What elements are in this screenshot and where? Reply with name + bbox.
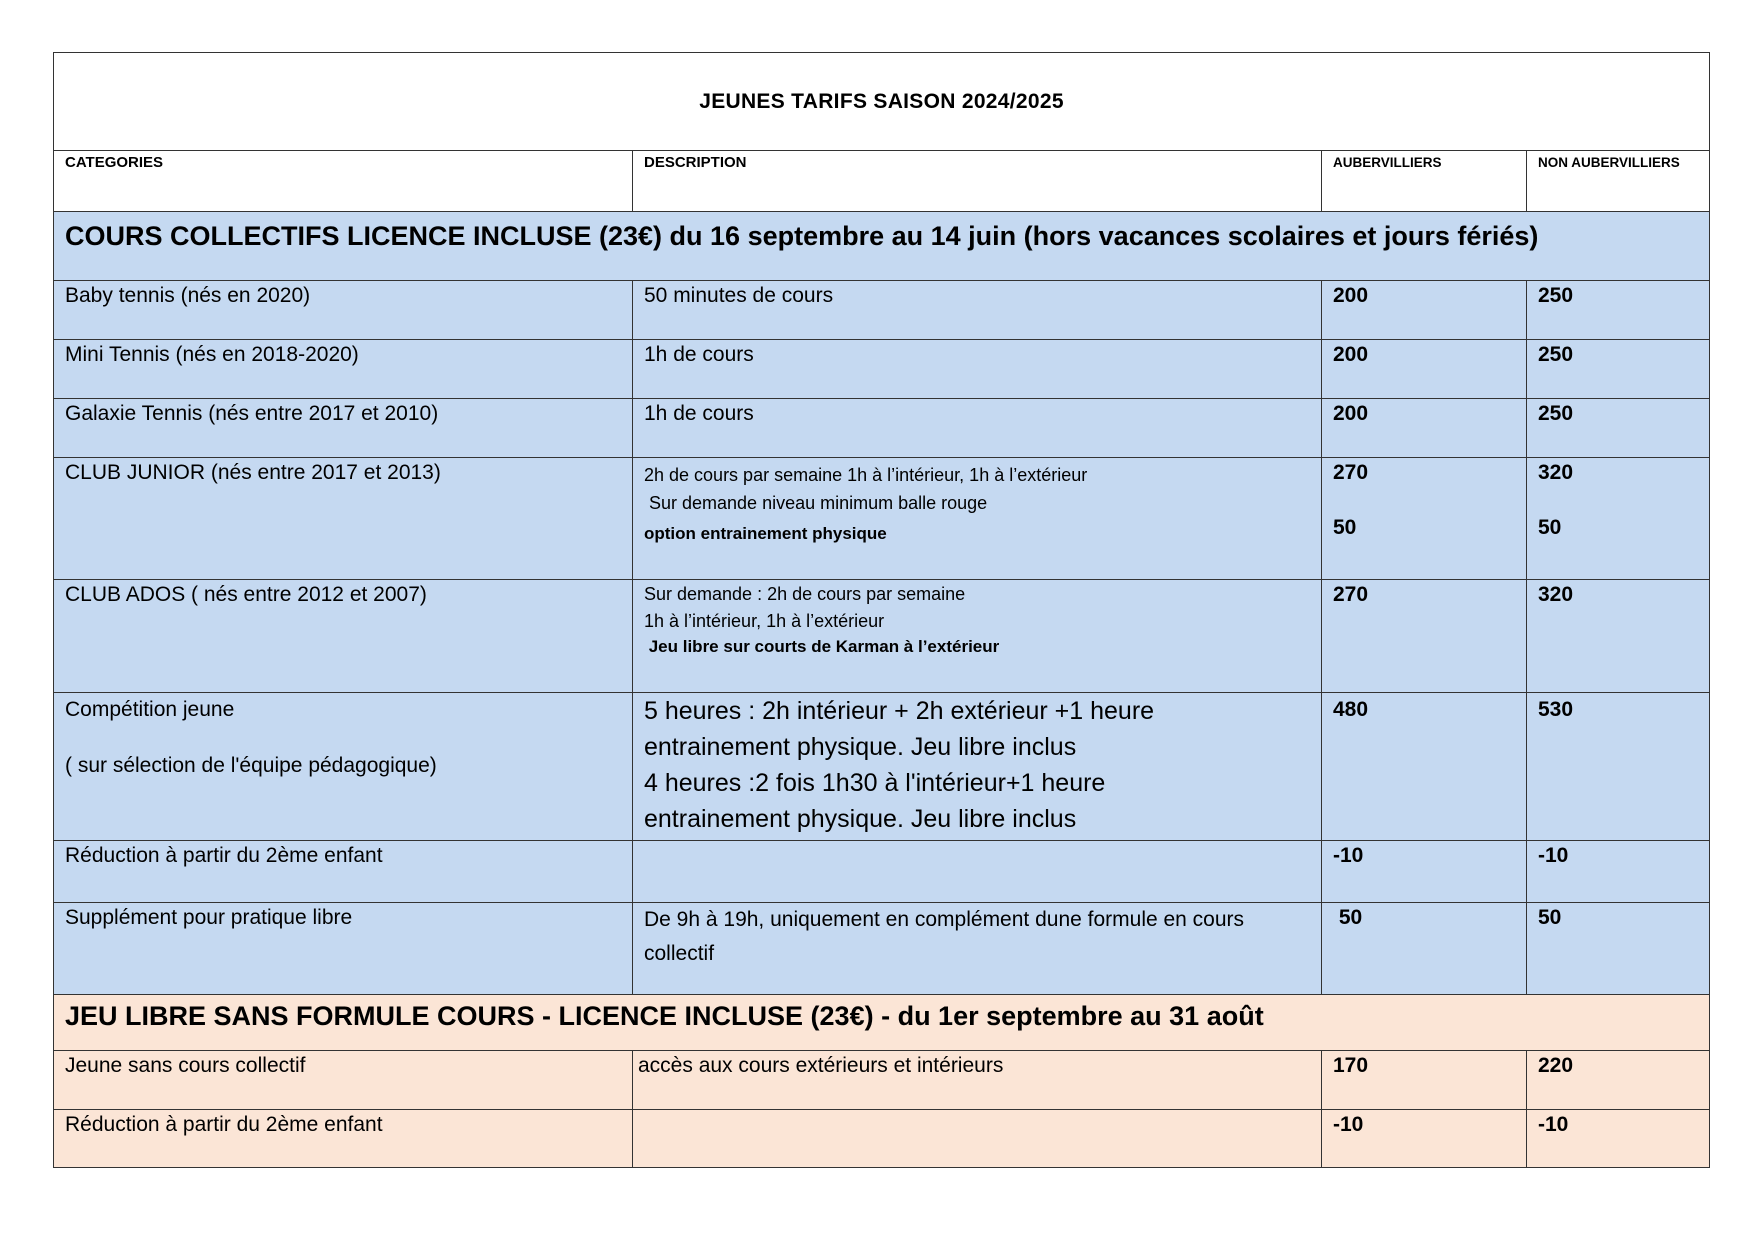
row-category: CLUB JUNIOR (nés entre 2017 et 2013) — [54, 458, 633, 580]
row-category: Galaxie Tennis (nés entre 2017 et 2010) — [54, 399, 633, 458]
row-description — [633, 693, 1322, 841]
row-description — [633, 841, 1322, 903]
description-line: Sur demande : 2h de cours par semaine — [644, 584, 966, 604]
row-description: accès aux cours extérieurs et intérieurs — [633, 1051, 1322, 1110]
description-line: De 9h à 19h, uniquement en complément dune formule en cours — [644, 908, 1245, 931]
table-row — [54, 340, 1710, 399]
table-row — [54, 1110, 1710, 1168]
price-non-aubervilliers: -10 — [1527, 841, 1710, 903]
price-non-aubervilliers: -10 — [1527, 1110, 1710, 1168]
price-aubervilliers: 200 — [1322, 340, 1527, 399]
section-title: JEU LIBRE SANS FORMULE COURS - LICENCE INCLUSE (23€) - du 1er septembre au 31 août — [54, 995, 1710, 1051]
price-main: 320 — [1538, 461, 1574, 484]
row-category — [54, 693, 633, 841]
row-category: Jeune sans cours collectif — [54, 1051, 633, 1110]
section-header-cours-collectifs — [54, 212, 1710, 281]
price-aubervilliers: 200 — [1322, 399, 1527, 458]
row-category: Supplément pour pratique libre — [54, 903, 633, 995]
description-line: Jeu libre sur courts de Karman à l’extérieur — [644, 637, 1000, 656]
title-row — [54, 53, 1710, 151]
description-line: option entrainement physique — [644, 524, 887, 543]
row-description: 1h de cours — [633, 399, 1322, 458]
category-line: ( sur sélection de l'équipe pédagogique) — [65, 754, 437, 777]
description-line: collectif — [644, 942, 715, 965]
description-line: Sur demande niveau minimum balle rouge — [644, 493, 988, 513]
page-title: JEUNES TARIFS SAISON 2024/2025 — [54, 53, 1710, 151]
header-description: DESCRIPTION — [633, 151, 1322, 212]
price-aubervilliers: 200 — [1322, 281, 1527, 340]
price-non-aubervilliers: 250 — [1527, 340, 1710, 399]
price-non-aubervilliers: 320 — [1527, 580, 1710, 693]
description-line: 4 heures :2 fois 1h30 à l'intérieur+1 heure — [644, 769, 1106, 797]
row-description: 1h de cours — [633, 340, 1322, 399]
price-aubervilliers: 170 — [1322, 1051, 1527, 1110]
table-row — [54, 903, 1710, 995]
header-aubervilliers: AUBERVILLIERS — [1322, 151, 1527, 212]
table-row — [54, 693, 1710, 841]
description-line: entrainement physique. Jeu libre inclus — [644, 733, 1077, 761]
price-aubervilliers: -10 — [1322, 841, 1527, 903]
price-aubervilliers: 50 — [1322, 903, 1527, 995]
table-row — [54, 841, 1710, 903]
tariff-table — [53, 52, 1710, 1168]
price-aubervilliers: 270 — [1322, 580, 1527, 693]
price-non-aubervilliers — [1527, 458, 1710, 580]
table-row — [54, 399, 1710, 458]
row-description: 50 minutes de cours — [633, 281, 1322, 340]
header-categories: CATEGORIES — [54, 151, 633, 212]
price-main: 270 — [1333, 461, 1369, 484]
price-aubervilliers: 480 — [1322, 693, 1527, 841]
row-description — [633, 580, 1322, 693]
section-title: COURS COLLECTIFS LICENCE INCLUSE (23€) du 16 septembre au 14 juin (hors vacances scolaires et jours fériés) — [54, 212, 1710, 281]
price-option: 50 — [1538, 516, 1562, 539]
price-non-aubervilliers: 220 — [1527, 1051, 1710, 1110]
price-non-aubervilliers: 250 — [1527, 399, 1710, 458]
table-row — [54, 1051, 1710, 1110]
table-row — [54, 458, 1710, 580]
table-row — [54, 281, 1710, 340]
description-line: 1h à l’intérieur, 1h à l’extérieur — [644, 611, 885, 631]
price-aubervilliers: -10 — [1322, 1110, 1527, 1168]
table-row — [54, 580, 1710, 693]
row-category: CLUB ADOS ( nés entre 2012 et 2007) — [54, 580, 633, 693]
row-category: Baby tennis (nés en 2020) — [54, 281, 633, 340]
description-line: 5 heures : 2h intérieur + 2h extérieur +1 heure — [644, 697, 1155, 725]
category-line: Compétition jeune — [65, 698, 235, 721]
row-description — [633, 1110, 1322, 1168]
price-non-aubervilliers: 50 — [1527, 903, 1710, 995]
header-row — [54, 151, 1710, 212]
header-non-aubervilliers: NON AUBERVILLIERS — [1527, 151, 1710, 212]
price-option: 50 — [1333, 516, 1357, 539]
row-category: Réduction à partir du 2ème enfant — [54, 841, 633, 903]
row-category: Réduction à partir du 2ème enfant — [54, 1110, 633, 1168]
description-line: 2h de cours par semaine 1h à l’intérieur, 1h à l’extérieur — [644, 465, 1088, 485]
description-line: entrainement physique. Jeu libre inclus — [644, 805, 1077, 833]
price-non-aubervilliers: 250 — [1527, 281, 1710, 340]
price-aubervilliers — [1322, 458, 1527, 580]
section-header-jeu-libre — [54, 995, 1710, 1051]
row-category: Mini Tennis (nés en 2018-2020) — [54, 340, 633, 399]
row-description — [633, 903, 1322, 995]
price-non-aubervilliers: 530 — [1527, 693, 1710, 841]
row-description — [633, 458, 1322, 580]
